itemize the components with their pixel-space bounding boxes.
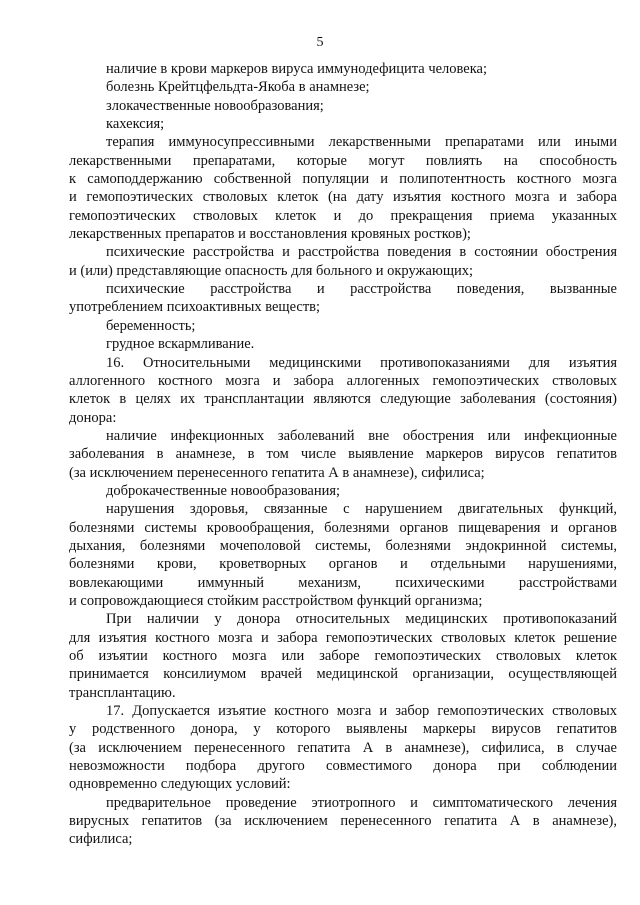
text-line: доброкачественные новообразования; — [106, 482, 341, 499]
text-line: злокачественные новообразования; — [106, 97, 324, 114]
text-line: психические расстройства и расстройства поведения в состоянии обострения — [106, 244, 617, 261]
text-line: и гемопоэтических стволовых клеток (на дату изъятия костного мозга и забора — [69, 189, 617, 206]
text-line: дыхания, болезнями мочеполовой системы, болезнями эндокринной системы, — [69, 537, 617, 554]
text-line: принимается консилиумом врачей медицинской организации, осуществляющей — [69, 666, 617, 683]
text-line: болезнь Крейтцфельдта-Якоба в анамнезе; — [106, 79, 370, 96]
text-line: вирусных гепатитов (за исключением перенесенного гепатита А в анамнезе), — [69, 813, 617, 830]
text-line: 16. Относительными медицинскими противопоказаниями для изъятия — [106, 354, 617, 371]
text-line: (за исключением перенесенного гепатита А в анамнезе), сифилиса; — [69, 464, 485, 481]
text-line: об изъятии костного мозга или заборе гемопоэтических стволовых клеток — [69, 648, 617, 664]
text-line: предварительное проведение этиотропного и симптоматического лечения — [106, 794, 617, 811]
text-line: болезнями крови, кроветворных органов и отдельными нарушениями, — [69, 556, 617, 573]
text-line: клеток в целях их трансплантации являются следующие заболевания (состояния) — [69, 391, 617, 408]
text-line: невозможности подбора другого совместимого донора при соблюдении — [69, 758, 617, 775]
text-line: При наличии у донора относительных медицинских противопоказаний — [106, 611, 617, 628]
text-line: лекарственными препаратами, которые могут повлиять на способность — [69, 152, 617, 169]
text-line: психические расстройства и расстройства поведения, вызванные — [106, 281, 617, 298]
text-line: лекарственных препаратов и восстановления кровяных ростков); — [69, 226, 471, 243]
document-body — [69, 60, 617, 849]
text-line: терапия иммуносупрессивными лекарственными препаратами или иными — [106, 134, 617, 151]
text-line: и (или) представляющие опасность для больного и окружающих; — [69, 262, 474, 279]
text-line: к самоподдержанию собственной популяции и полипотентность костного мозга — [69, 171, 617, 188]
text-line: гемопоэтических стволовых клеток и до прекращения приема указанных — [69, 207, 617, 224]
text-line: беременность; — [106, 317, 196, 334]
text-line: грудное вскармливание. — [106, 336, 255, 353]
page-number: 5 — [316, 35, 324, 50]
text-line: вовлекающими иммунный механизм, психическими расстройствами — [69, 574, 617, 591]
text-line: трансплантацию. — [69, 684, 176, 701]
text-line: употреблением психоактивных веществ; — [69, 299, 321, 316]
text-line: 17. Допускается изъятие костного мозга и забор гемопоэтических стволовых — [106, 703, 617, 720]
text-line: (за исключением перенесенного гепатита А в анамнезе), сифилиса, в случае — [69, 739, 617, 756]
text-line: наличие инфекционных заболеваний вне обострения или инфекционные — [106, 427, 617, 444]
text-line: одновременно следующих условий: — [69, 776, 291, 793]
text-line: сифилиса; — [69, 831, 133, 848]
text-line: кахексия; — [106, 116, 165, 133]
text-line: донора: — [69, 409, 117, 426]
text-line: болезнями системы кровообращения, болезнями органов пищеварения и органов — [69, 519, 617, 536]
text-line: и сопровождающиеся стойким расстройством функций организма; — [69, 592, 483, 609]
text-line: у родственного донора, у которого выявлены маркеры вирусов гепатитов — [69, 721, 617, 738]
text-line: заболевания в анамнезе, в том числе выявление маркеров вирусов гепатитов — [69, 446, 617, 463]
text-line: нарушения здоровья, связанные с нарушением двигательных функций, — [106, 501, 617, 518]
text-line: аллогенного костного мозга и забора аллогенных гемопоэтических стволовых — [69, 372, 617, 389]
text-line: наличие в крови маркеров вируса иммунодефицита человека; — [106, 61, 488, 77]
text-line: для изъятия костного мозга и забора гемопоэтических стволовых клеток решение — [69, 629, 617, 646]
